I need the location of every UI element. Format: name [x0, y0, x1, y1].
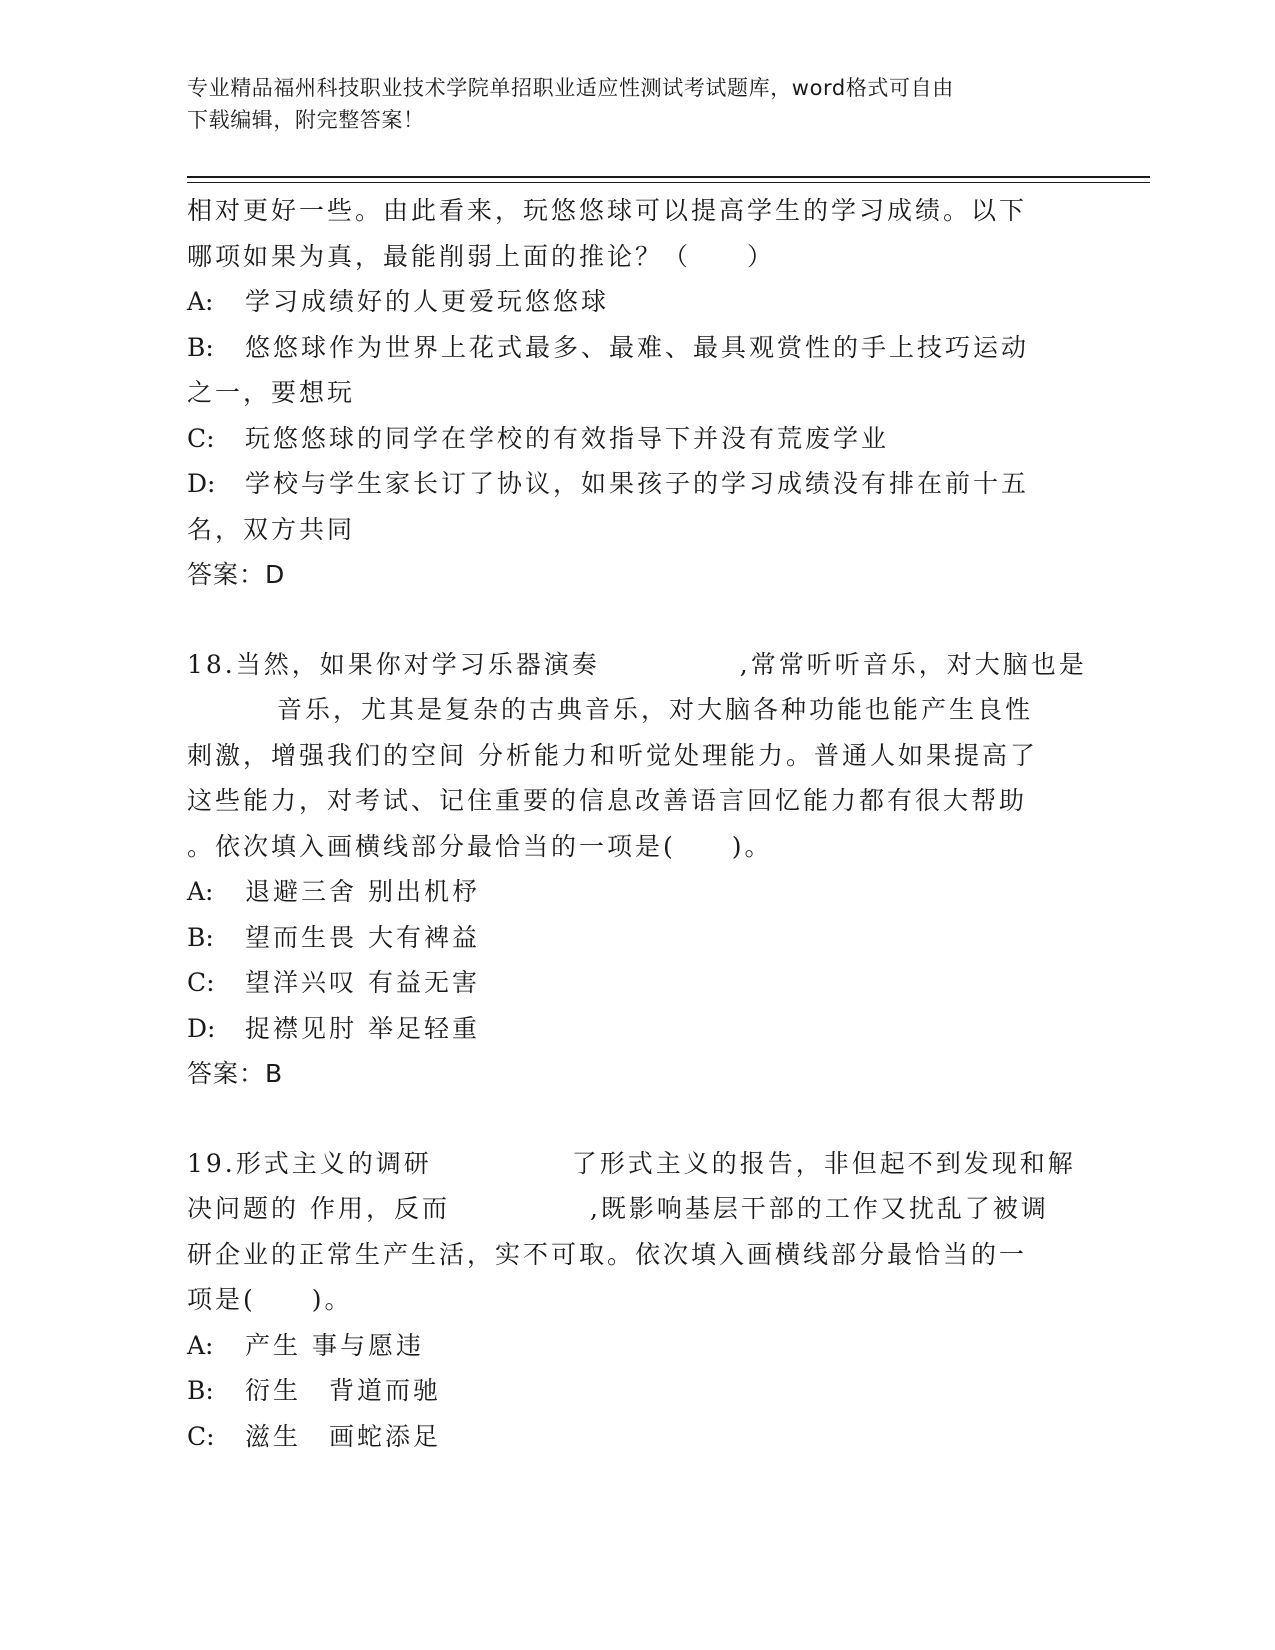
- option-label: A:: [187, 877, 214, 906]
- option-label: C:: [187, 968, 215, 997]
- option-text: 望而生畏 大有裨益: [245, 922, 480, 952]
- q19-option-c: [187, 1414, 1067, 1460]
- q17-option-d-continued: 名，双方共同: [187, 514, 356, 544]
- spacer: [187, 598, 1067, 642]
- q19-option-a: [187, 1323, 1067, 1369]
- q17-option-b-continued: 之一，要想玩: [187, 378, 356, 407]
- q19-option-b: [187, 1368, 1067, 1414]
- option-text: 学校与学生家长订了协议，如果孩子的学习成绩没有排在前十五: [245, 469, 1030, 498]
- option-text: 悠悠球作为世界上花式最多、最难、最具观赏性的手上技巧运动: [245, 332, 1030, 362]
- q18-option-b: [187, 915, 1067, 961]
- option-label: D:: [187, 1013, 216, 1043]
- q18-stem-line-4: 这些能力，对考试、记住重要的信息改善语言回忆能力都有很大帮助: [187, 786, 1028, 815]
- q18-stem-line-1: 18.当然，如果你对学习乐器演奏 ,常常听听音乐，对大脑也是: [187, 649, 1087, 679]
- question-19: [187, 1141, 1076, 1460]
- q17-option-c: [187, 416, 1067, 462]
- q18-option-c: [187, 960, 1067, 1006]
- option-text: 滋生 画蛇添足: [245, 1421, 442, 1451]
- q17-option-b: [187, 325, 1067, 371]
- option-label: A:: [187, 287, 214, 316]
- q17-stem-line-2: 哪项如果为真，最能削弱上面的推论？（ ）: [187, 241, 776, 271]
- q18-option-a: [187, 869, 1067, 915]
- option-text: 玩悠悠球的同学在学校的有效指导下并没有荒废学业: [245, 423, 890, 453]
- option-label: C:: [187, 423, 215, 453]
- option-text: 望洋兴叹 有益无害: [245, 968, 480, 997]
- q19-stem-line-4: 项是( )。: [187, 1285, 353, 1314]
- q17-option-a: [187, 279, 1067, 325]
- option-text: 退避三舍 别出机杼: [245, 877, 480, 906]
- question-17: [187, 188, 1067, 598]
- q17-answer: 答案：D: [187, 560, 286, 589]
- option-label: B:: [187, 332, 214, 362]
- header-line-2: 下载编辑，附完整答案！: [187, 108, 425, 132]
- option-label: A:: [187, 1330, 214, 1360]
- header-divider: [187, 176, 1150, 183]
- header-line-1: 专业精品福州科技职业技术学院单招职业适应性测试考试题库，word格式可自由: [187, 76, 954, 100]
- q18-stem-line-5: 。依次填入画横线部分最恰当的一项是( )。: [187, 831, 773, 861]
- q17-option-d: [187, 461, 1067, 507]
- q19-stem-line-3: 研企业的正常生产生活，实不可取。依次填入画横线部分最恰当的一: [187, 1239, 1028, 1269]
- option-text: 衍生 背道而驰: [245, 1376, 442, 1405]
- spacer: [187, 1097, 1067, 1141]
- q19-stem-line-2: 决问题的 作用，反而 ,既影响基层干部的工作又扰乱了被调: [187, 1194, 1049, 1223]
- q18-stem-line-2: 音乐，尤其是复杂的古典音乐，对大脑各种功能也能产生良性: [277, 695, 1034, 724]
- option-label: C:: [187, 1421, 215, 1451]
- q18-stem-line-3: 刺激，增强我们的空间 分析能力和听觉处理能力。普通人如果提高了: [187, 740, 1038, 770]
- document-content: [187, 188, 1087, 1459]
- option-text: 捉襟见肘 举足轻重: [245, 1013, 480, 1043]
- option-label: D:: [187, 469, 216, 498]
- question-18: [187, 642, 1087, 1097]
- q19-stem-line-1: 19.形式主义的调研 了形式主义的报告，非但起不到发现和解: [187, 1148, 1076, 1178]
- q18-answer: 答案：B: [187, 1059, 284, 1088]
- option-label: B:: [187, 922, 214, 952]
- page-header: [187, 72, 1067, 136]
- option-text: 学习成绩好的人更爱玩悠悠球: [245, 287, 610, 316]
- option-label: B:: [187, 1376, 214, 1405]
- q17-stem-line-1: 相对更好一些。由此看来，玩悠悠球可以提高学生的学习成绩。以下: [187, 196, 1028, 225]
- option-text: 产生 事与愿违: [245, 1330, 424, 1360]
- q18-option-d: [187, 1006, 1067, 1052]
